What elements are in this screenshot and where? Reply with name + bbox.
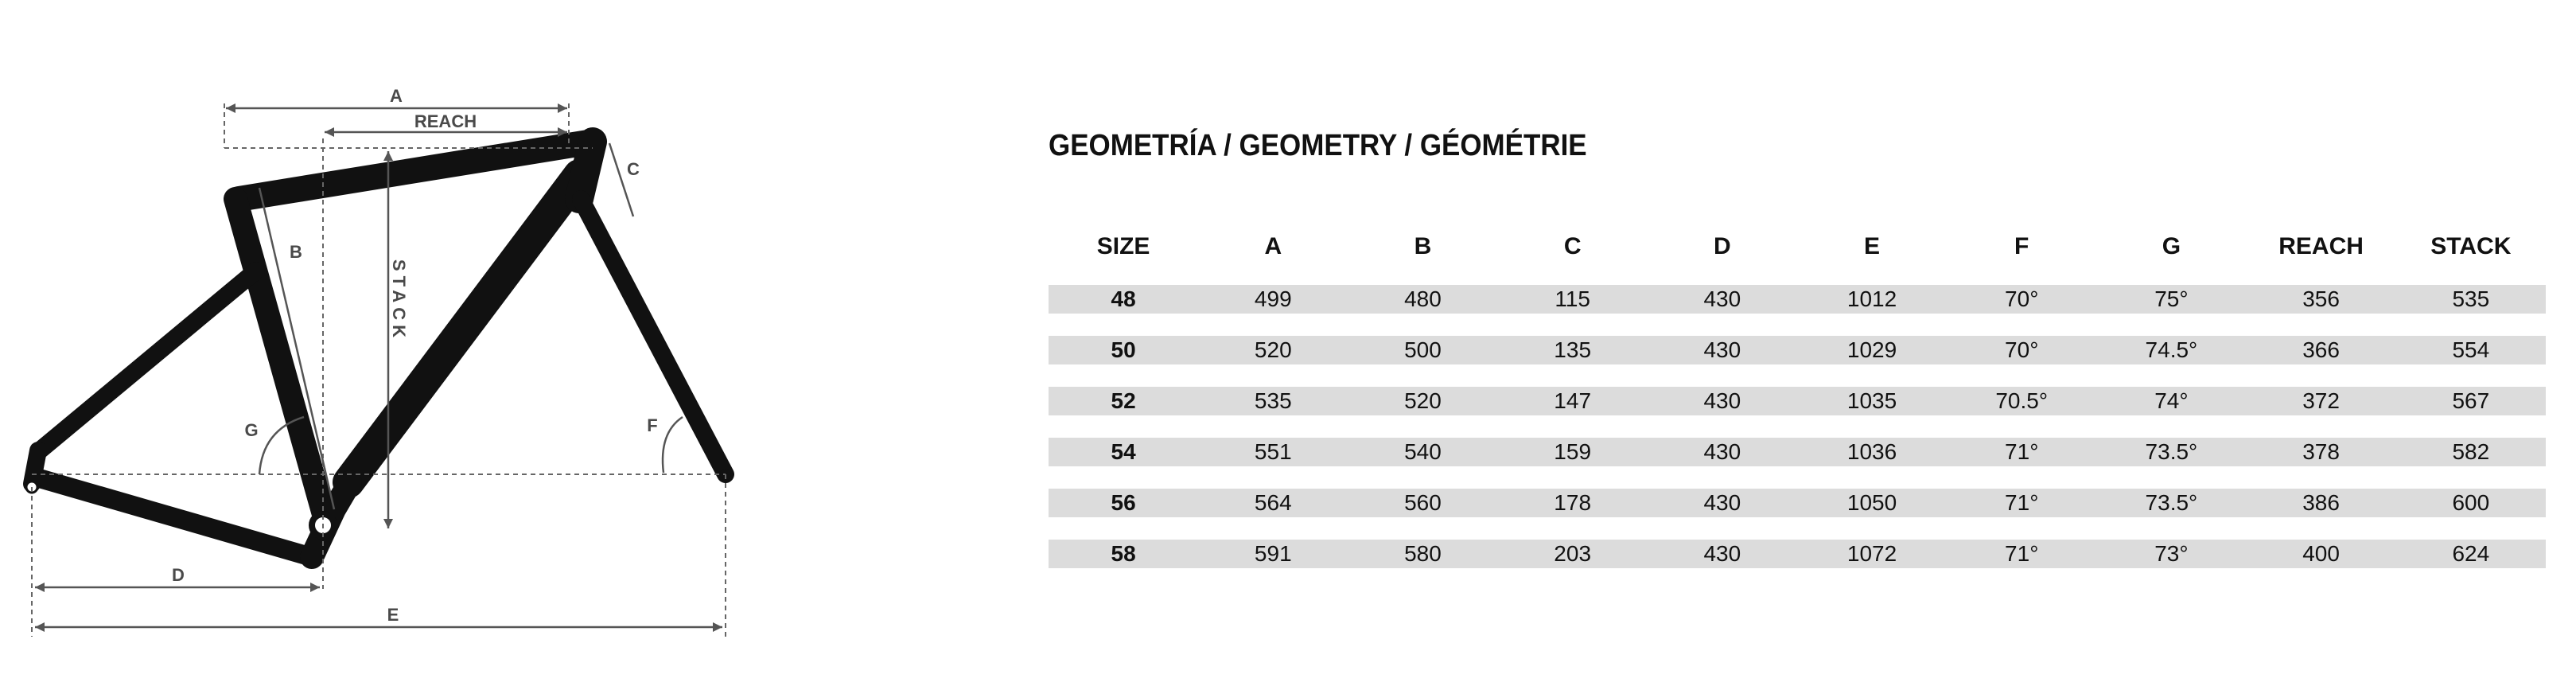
table-cell-b: 580 — [1348, 540, 1497, 568]
table-cell-f: 71° — [1947, 540, 2096, 568]
table-cell-d: 430 — [1648, 540, 1797, 568]
table-cell-reach: 356 — [2247, 285, 2396, 314]
top-tube — [239, 142, 593, 199]
label-d: D — [172, 565, 185, 585]
table-cell-stack: 535 — [2396, 285, 2546, 314]
table-cell-reach: 400 — [2247, 540, 2396, 568]
table-cell-reach: 366 — [2247, 336, 2396, 364]
table-cell-d: 430 — [1648, 336, 1797, 364]
table-cell-c: 147 — [1498, 387, 1648, 415]
table-cell-size: 54 — [1049, 438, 1198, 466]
table-cell-c: 135 — [1498, 336, 1648, 364]
bike-frame-geometry-diagram — [0, 0, 986, 686]
table-cell-g: 74.5° — [2096, 336, 2246, 364]
label-b: B — [290, 242, 302, 262]
table-cell-a: 520 — [1198, 336, 1348, 364]
column-header-b: B — [1414, 233, 1432, 259]
table-cell-c: 203 — [1498, 540, 1648, 568]
table-cell-reach: 378 — [2247, 438, 2396, 466]
table-cell-d: 430 — [1648, 489, 1797, 517]
chain-stay — [37, 477, 312, 557]
label-a: A — [390, 86, 403, 106]
table-header-row — [1049, 231, 2546, 263]
table-cell-g: 73.5° — [2096, 438, 2246, 466]
table-cell-size: 56 — [1049, 489, 1198, 517]
table-cell-a: 535 — [1198, 387, 1348, 415]
dim-c-line — [609, 143, 633, 216]
column-header-reach: REACH — [2278, 233, 2364, 259]
column-header-g: G — [2162, 233, 2181, 259]
label-e: E — [387, 605, 399, 625]
table-row — [1049, 336, 2546, 364]
column-header-c: C — [1563, 233, 1582, 259]
table-cell-f: 70.5° — [1947, 387, 2096, 415]
rear-dropout — [32, 450, 38, 484]
down-tube — [348, 175, 579, 482]
column-header-stack: STACK — [2430, 233, 2512, 259]
table-row — [1049, 387, 2546, 415]
table-cell-f: 71° — [1947, 438, 2096, 466]
table-cell-size: 58 — [1049, 540, 1198, 568]
table-cell-g: 73.5° — [2096, 489, 2246, 517]
table-row — [1049, 540, 2546, 568]
table-cell-b: 520 — [1348, 387, 1497, 415]
table-cell-g: 75° — [2096, 285, 2246, 314]
table-cell-c: 178 — [1498, 489, 1648, 517]
table-cell-size: 52 — [1049, 387, 1198, 415]
dim-f-arc — [663, 417, 683, 473]
table-cell-f: 71° — [1947, 489, 2096, 517]
column-header-d: D — [1714, 233, 1731, 259]
bike-frame — [32, 142, 726, 557]
table-cell-c: 115 — [1498, 285, 1648, 314]
table-cell-b: 480 — [1348, 285, 1497, 314]
table-row — [1049, 489, 2546, 517]
table-cell-size: 50 — [1049, 336, 1198, 364]
column-header-size: SIZE — [1096, 233, 1150, 259]
table-row — [1049, 285, 2546, 314]
table-cell-f: 70° — [1947, 285, 2096, 314]
table-cell-e: 1036 — [1797, 438, 1947, 466]
table-cell-b: 560 — [1348, 489, 1497, 517]
table-cell-stack: 554 — [2396, 336, 2546, 364]
table-cell-d: 430 — [1648, 438, 1797, 466]
table-cell-g: 73° — [2096, 540, 2246, 568]
table-cell-f: 70° — [1947, 336, 2096, 364]
table-cell-a: 551 — [1198, 438, 1348, 466]
table-cell-d: 430 — [1648, 387, 1797, 415]
table-cell-reach: 372 — [2247, 387, 2396, 415]
table-cell-stack: 624 — [2396, 540, 2546, 568]
label-g: G — [244, 420, 259, 440]
column-header-a: A — [1264, 233, 1282, 259]
table-cell-e: 1035 — [1797, 387, 1947, 415]
label-c: C — [627, 159, 640, 179]
table-cell-b: 500 — [1348, 336, 1497, 364]
table-cell-b: 540 — [1348, 438, 1497, 466]
table-cell-stack: 567 — [2396, 387, 2546, 415]
table-cell-reach: 386 — [2247, 489, 2396, 517]
column-header-f: F — [2014, 233, 2029, 259]
seat-tube — [235, 199, 325, 517]
geometry-table — [1049, 209, 2546, 591]
table-cell-e: 1012 — [1797, 285, 1947, 314]
seat-stay — [40, 271, 259, 450]
label-stack: STACK — [389, 259, 409, 343]
table-cell-e: 1072 — [1797, 540, 1947, 568]
table-cell-a: 499 — [1198, 285, 1348, 314]
label-f: F — [647, 415, 658, 435]
table-cell-stack: 600 — [2396, 489, 2546, 517]
table-cell-c: 159 — [1498, 438, 1648, 466]
label-reach: REACH — [414, 111, 477, 131]
table-cell-a: 591 — [1198, 540, 1348, 568]
geometry-title: GEOMETRÍA / GEOMETRY / GÉOMÉTRIE — [1049, 129, 1587, 162]
table-cell-a: 564 — [1198, 489, 1348, 517]
table-row — [1049, 438, 2546, 466]
table-cell-size: 48 — [1049, 285, 1198, 314]
table-cell-g: 74° — [2096, 387, 2246, 415]
column-header-e: E — [1864, 233, 1881, 259]
table-cell-e: 1029 — [1797, 336, 1947, 364]
table-cell-e: 1050 — [1797, 489, 1947, 517]
table-body — [1049, 285, 2546, 568]
table-cell-stack: 582 — [2396, 438, 2546, 466]
table-cell-d: 430 — [1648, 285, 1797, 314]
